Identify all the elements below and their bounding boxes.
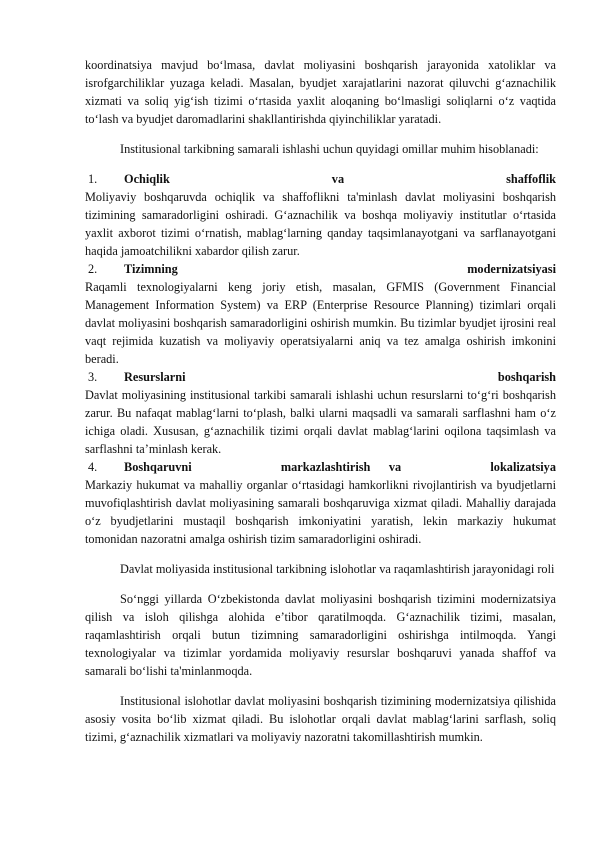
list-item-heading <box>85 458 556 476</box>
list-item <box>85 368 556 458</box>
factors-intro-paragraph: Institusional tarkibning samarali ishlashi uchun quyidagi omillar muhim hisoblanadi: <box>120 142 539 156</box>
document-page <box>85 56 556 746</box>
list-item-number: 3. <box>88 370 98 384</box>
list-item-body: Moliyaviy boshqaruvda ochiqlik va shaffoflikni ta'minlash davlat moliyasini boshqarish tizimining samaradorligini oshiradi. G‘aznachilik va boshqa moliyaviy institutlar o‘rtasida yaxlit axborot tizimi o‘rnatish, mablag‘larning qanday taqsimlanayotgani va sarflanayotgani haqida jamoatchilikni xabardor qilish zarur. <box>85 190 556 258</box>
list-item-title-first: Resurslarni <box>124 370 186 384</box>
section-heading: Davlat moliyasida institusional tarkibning islohotlar va raqamlashtirish jarayonidagi roli <box>120 562 555 576</box>
list-item-body: Markaziy hukumat va mahalliy organlar o‘rtasidagi hamkorlikni rivojlantirish va byudjetlarni muvofiqlashtirish davlat moliyasining samarali boshqaruviga xizmat qiladi. Mahalliy darajada o‘z byudjetlarini mustaqil boshqarish imkoniyatini yaratish, lekin markaziy hukumat tomonidan nazoratni amalga oshirish tizim samaradorligini oshiradi. <box>85 478 556 546</box>
list-item-title-last: lokalizatsiya <box>490 460 556 474</box>
list-item-number: 1. <box>88 172 98 186</box>
list-item-title-mid: markazlashtirish va <box>280 460 402 474</box>
list-item-title-first: Tizimning <box>124 262 178 276</box>
list-item-number: 4. <box>88 460 98 474</box>
list-item <box>85 458 556 548</box>
list-item <box>85 260 556 368</box>
list-item <box>85 170 556 260</box>
list-item-title-last: boshqarish <box>497 370 556 384</box>
list-item-heading <box>85 170 556 188</box>
recent-years-paragraph: So‘nggi yillarda O‘zbekistonda davlat moliyasini boshqarish tizimini modernizatsiya qilish va isloh qilishga alohida e’tibor qaratilmoqda. G‘aznachilik tizimi, masalan, raqamlashtirish orqali butun tizimning samaradorligini oshirishga intilmoqda. Yangi texnologiyalar va tizimlar yordamida moliyaviy resurslar boshqaruvi yanada shaffof va samarali bo‘lishi ta'minlanmoqda. <box>85 592 556 678</box>
list-item-heading <box>85 368 556 386</box>
intro-paragraph: koordinatsiya mavjud bo‘lmasa, davlat moliyasini boshqarish jarayonida xatoliklar va isrofgarchiliklar yuzaga keladi. Masalan, byudjet xarajatlarini nazorat qiluvchi g‘aznachilik xizmati va soliq yig‘ish tizimi o‘rtasida yaxlit aloqaning bo‘lmasligi soliqlarni o‘z vaqtida to‘lash va byudjet daromadlarini shakllantirishda qiyinchiliklar yaratadi. <box>85 58 556 126</box>
list-item-heading <box>85 260 556 278</box>
list-item-title-last: shaffoflik <box>506 172 556 186</box>
list-item-body: Raqamli texnologiyalarni keng joriy etish, masalan, GFMIS (Government Financial Management Information System) va ERP (Enterprise Resource Planning) tizimlari orqali davlat moliyasini boshqarish samaradorligini oshirish mumkin. Bu tizimlar byudjet ijrosini real vaqt rejimida kuzatish va moliyaviy operatsiyalarni aniq va tez amalga oshirish imkonini beradi. <box>85 280 556 366</box>
list-item-title-first: Ochiqlik <box>124 172 170 186</box>
reforms-paragraph: Institusional islohotlar davlat moliyasini boshqarish tizimining modernizatsiya qilishida asosiy vosita bo‘lib xizmat qiladi. Bu islohotlar orqali davlat mablag‘larini sarflash, soliq tizimi, g‘aznachilik xizmatlari va moliyaviy nazoratni takomillashtirish mumkin. <box>85 694 556 744</box>
list-item-title-last: modernizatsiyasi <box>467 262 556 276</box>
list-item-title-mid: va <box>331 172 345 186</box>
list-item-body: Davlat moliyasining institusional tarkibi samarali ishlashi uchun resurslarni to‘g‘ri boshqarish zarur. Bu nafaqat mablag‘larni to‘plash, balki ularni maqsadli va samarali sarflashni ham o‘z ichiga oladi. Xususan, g‘aznachilik tizimi orqali davlat mablag‘larini oqilona taqsimlash va sarflashni ta’minlash kerak. <box>85 388 556 456</box>
list-item-number: 2. <box>88 262 98 276</box>
list-item-title-first: Boshqaruvni <box>124 460 192 474</box>
